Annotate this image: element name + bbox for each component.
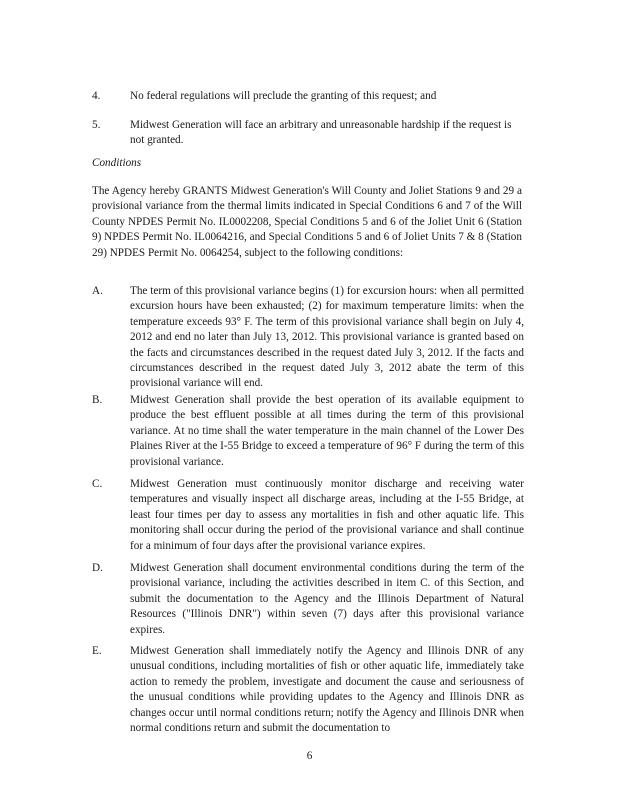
condition-letter: E.: [92, 645, 102, 657]
condition-letter: D.: [92, 562, 103, 574]
condition-letter: B.: [92, 394, 103, 406]
condition-letter: A.: [92, 285, 103, 297]
item-text: Midwest Generation will face an arbitrary and unreasonable hardship if the request is not granted.: [130, 119, 512, 147]
conditions-heading: Conditions: [92, 157, 142, 169]
intro-paragraph: The Agency hereby GRANTS Midwest Generation's Will County and Joliet Stations 9 and 29 a provisional variance from the thermal limits indicated in Special Conditions 6 and 7 of the Will County NPDES Permit No. IL0002208, Special Conditions 5 and 6 of the Joliet Unit 6 (Station 9) NPDES Permit No. IL0064216, and Special Conditions 5 and 6 of Joliet Units 7 & 8 (Station 29) NPDES Permit No. 0064254, subject to the following conditions:: [92, 185, 522, 259]
condition-text: Midwest Generation shall provide the best operation of its available equipment to produce the best effluent possible at all times during the term of this provisional variance. At no time shall the water temperature in the main channel of the Lower Des Plaines River at the I-55 Bridge to exceed a temperature of 96° F during the term of this provisional variance.: [130, 394, 524, 468]
item-number: 5.: [92, 119, 101, 131]
item-text: No federal regulations will preclude the granting of this request; and: [130, 90, 437, 102]
condition-text: Midwest Generation shall immediately notify the Agency and Illinois DNR of any unusual conditions, including mortalities of fish or other aquatic life, immediately take action to remedy the problem, investigate and document the cause and seriousness of the unusual conditions while providing updates to the Agency and Illinois DNR as changes occur until normal conditions return; notify the Agency and Illinois DNR when normal conditions return and submit the documentation to: [130, 645, 524, 735]
condition-text: Midwest Generation must continuously monitor discharge and receiving water temperatures and visually inspect all discharge areas, including at the I-55 Bridge, at least four times per day to assess any mortalities in fish and other aquatic life. This monitoring shall occur during the period of the provisional variance and shall continue for a minimum of four days after the provisional variance expires.: [130, 478, 524, 552]
condition-text: Midwest Generation shall document environmental conditions during the term of the provisional variance, including the activities described in item C. of this Section, and submit the documentation to the Agency and the Illinois Department of Natural Resources ("Illinois DNR") within seven (7) days after this provisional variance expires.: [130, 562, 524, 636]
page-number: 6: [306, 750, 313, 762]
condition-letter: C.: [92, 478, 103, 490]
condition-text: The term of this provisional variance begins (1) for excursion hours: when all permitted excursion hours have been exhausted; (2) for maximum temperature limits: when the temperature exceeds 93° F. The term of this provisional variance shall begin on July 4, 2012 and end no later than July 13, 2012. This provisional variance is granted based on the facts and circumstances described in the request dated July 3, 2012. If the facts and circumstances described in the request dated July 3, 2012 abate the term of this provisional variance will end.: [130, 285, 524, 390]
item-number: 4.: [92, 90, 101, 102]
